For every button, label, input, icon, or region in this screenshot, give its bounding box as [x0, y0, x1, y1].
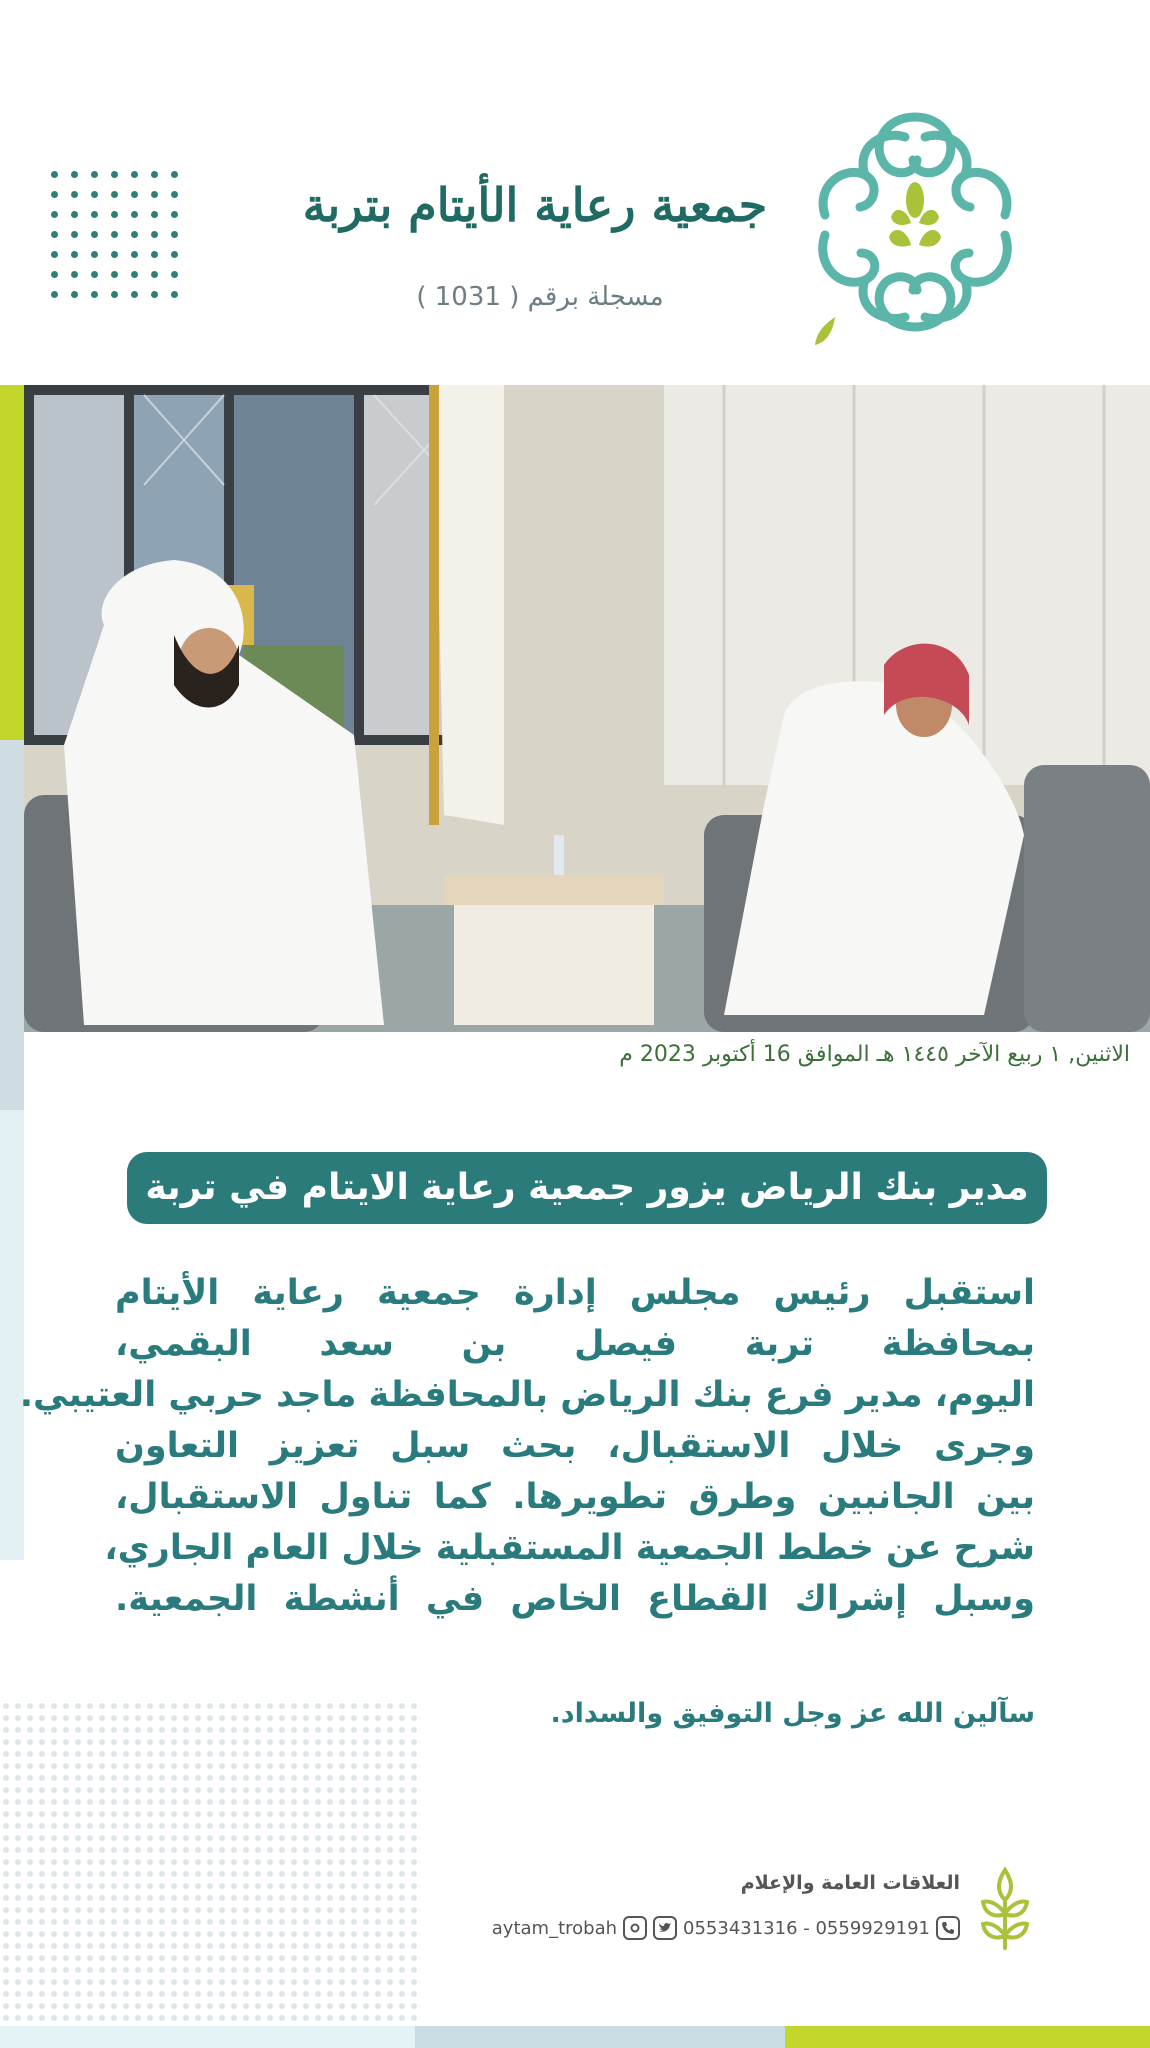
bottom-bar-pale: [0, 2026, 415, 2048]
org-name: جمعية رعاية الأيتام بتربة: [302, 178, 768, 232]
body-line: وجرى خلال الاستقبال، بحث سبل تعزيز التعاون: [115, 1426, 1035, 1466]
accent-strip-pale: [0, 1110, 24, 1560]
footer-department: العلاقات العامة والإعلام: [740, 1872, 960, 1894]
headline-banner: مدير بنك الرياض يزور جمعية رعاية الايتام في تربة: [127, 1152, 1047, 1224]
closing-line: سآلين الله عز وجل التوفيق والسداد.: [550, 1698, 1035, 1729]
body-line: بمحافظة تربة فيصل بن سعد البقمي،: [115, 1324, 1035, 1364]
social-handle[interactable]: aytam_trobah: [491, 1917, 618, 1939]
footer-contact: [492, 1912, 960, 1944]
meeting-photo: [24, 385, 1150, 1032]
instagram-icon[interactable]: [623, 1916, 647, 1940]
accent-strip-grey: [0, 740, 24, 1110]
phone-icon: [936, 1916, 960, 1940]
body-line: بين الجانبين وطرق تطويرها. كما تناول الاستقبال،: [115, 1477, 1035, 1517]
body-line: وسبل إشراك القطاع الخاص في أنشطة الجمعية.: [115, 1579, 1035, 1619]
body-line: اليوم، مدير فرع بنك الرياض بالمحافظة ماجد حربي العتيبي.: [19, 1375, 1035, 1415]
article-body: [19, 1268, 1035, 1625]
twitter-icon[interactable]: [653, 1916, 677, 1940]
phone-numbers[interactable]: 0553431316 - 0559929191: [683, 1917, 930, 1939]
registration-number: مسجلة برقم ( 1031 ): [416, 282, 664, 312]
date-line: الاثنين, ١ ربيع الآخر ١٤٤٥ هـ الموافق 16 أكتوبر 2023 م: [619, 1042, 1130, 1067]
wheat-logo-icon: [975, 1862, 1035, 1952]
dot-grid-decoration: [45, 165, 185, 305]
org-emblem-icon: [795, 105, 1035, 365]
halftone-decoration: [0, 1700, 420, 2040]
accent-strip-lime: [0, 385, 24, 740]
body-line: استقبل رئيس مجلس إدارة جمعية رعاية الأيتام: [115, 1273, 1035, 1313]
bottom-bar-grey: [415, 2026, 785, 2048]
body-line: شرح عن خطط الجمعية المستقبلية خلال العام الجاري،: [104, 1528, 1035, 1568]
bottom-bar-lime: [785, 2026, 1150, 2048]
